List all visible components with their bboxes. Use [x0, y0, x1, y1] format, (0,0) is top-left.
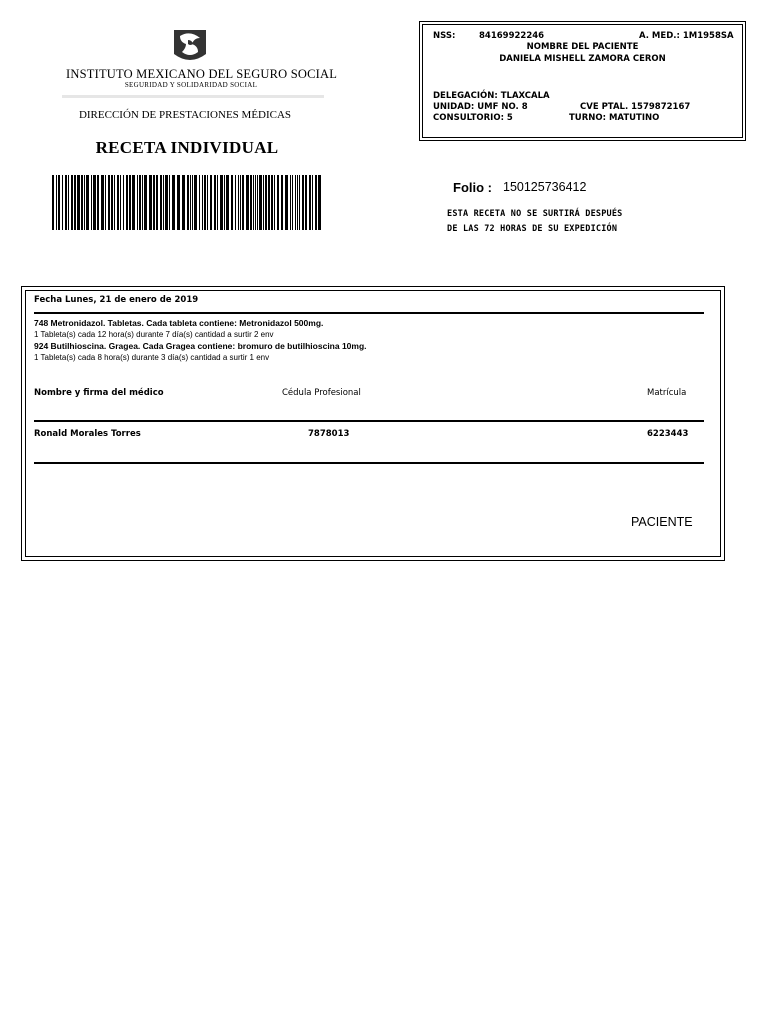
barcode-bar [111, 175, 113, 230]
barcode-bar [204, 175, 206, 230]
unidad: UNIDAD: UMF NO. 8 [433, 102, 528, 112]
barcode-bar [297, 175, 298, 230]
institution-subtitle: SEGURIDAD Y SOLIDARIDAD SOCIAL [124, 81, 258, 89]
barcode-bar [137, 175, 138, 230]
barcode-bar [56, 175, 57, 230]
doctor-column-header: Nombre y firma del médico [34, 388, 164, 398]
delegacion: DELEGACIÓN: TLAXCALA [433, 91, 550, 101]
cedula-column-header: Cédula Profesional [282, 388, 361, 398]
barcode-bar [163, 175, 164, 230]
barcode-bar [97, 175, 99, 230]
barcode-bar [302, 175, 304, 230]
barcode-bar [187, 175, 189, 230]
barcode-bar [172, 175, 175, 230]
barcode-bar [309, 175, 311, 230]
barcode-bar [259, 175, 262, 230]
barcode-bar [177, 175, 180, 230]
medication-1-title: 748 Metronidazol. Tabletas. Cada tableta contiene: Metronidazol 500mg. [34, 318, 324, 328]
imss-eagle-logo-icon [168, 28, 212, 66]
barcode-bar [81, 175, 83, 230]
signature-divider [34, 420, 704, 422]
barcode-bar [132, 175, 135, 230]
barcode-bar [65, 175, 67, 230]
barcode-bar [77, 175, 80, 230]
date-divider [34, 312, 704, 314]
cedula-value: 7878013 [308, 429, 350, 439]
barcode-bar [231, 175, 233, 230]
barcode-bar [123, 175, 124, 230]
barcode-bar [199, 175, 200, 230]
medication-1-dose: 1 Tableta(s) cada 12 hora(s) durante 7 día(s) cantidad a surtir 2 env [34, 330, 274, 339]
matricula-value: 6223443 [647, 429, 689, 439]
attending-physician-id: A. MED.: 1M1958SA [639, 31, 734, 41]
barcode-bar [153, 175, 155, 230]
barcode-bar [120, 175, 121, 230]
barcode-bar [182, 175, 185, 230]
expiry-notice-line1: ESTA RECETA NO SE SURTIRÁ DESPUÉS [447, 209, 623, 219]
header-divider [62, 95, 324, 98]
barcode-bar [250, 175, 252, 230]
barcode-bar [210, 175, 212, 230]
barcode-bar [165, 175, 168, 230]
barcode-bar [318, 175, 321, 230]
barcode-bar [91, 175, 92, 230]
barcode-bar [93, 175, 96, 230]
barcode-bar [268, 175, 270, 230]
barcode-bar [214, 175, 216, 230]
barcode-bar [292, 175, 293, 230]
barcode-bar [226, 175, 229, 230]
barcode-bar [190, 175, 191, 230]
barcode-bar [315, 175, 317, 230]
barcode-bar [299, 175, 300, 230]
barcode-bar [108, 175, 110, 230]
expiry-notice-line2: DE LAS 72 HORAS DE SU EXPEDICIÓN [447, 224, 618, 234]
barcode-bar [290, 175, 291, 230]
barcode [52, 175, 324, 230]
copy-label: PACIENTE [631, 515, 693, 529]
barcode-bar [52, 175, 54, 230]
barcode-bar [86, 175, 89, 230]
barcode-bar [240, 175, 241, 230]
barcode-bar [84, 175, 85, 230]
barcode-bar [117, 175, 119, 230]
barcode-bar [224, 175, 225, 230]
medication-2-title: 924 Butilhioscina. Gragea. Cada Gragea contiene: bromuro de butilhioscina 10mg. [34, 341, 367, 351]
barcode-bar [220, 175, 223, 230]
page-title: RECETA INDIVIDUAL [95, 138, 279, 157]
barcode-bar [71, 175, 73, 230]
doctor-name: Ronald Morales Torres [34, 429, 141, 439]
barcode-bar [156, 175, 158, 230]
barcode-bar [202, 175, 203, 230]
barcode-bar [257, 175, 258, 230]
barcode-bar [305, 175, 307, 230]
patient-name: DANIELA MISHELL ZAMORA CERON [499, 54, 666, 64]
institution-name: INSTITUTO MEXICANO DEL SEGURO SOCIAL [66, 67, 338, 81]
barcode-bar [62, 175, 63, 230]
barcode-bar [255, 175, 256, 230]
barcode-bar [242, 175, 244, 230]
barcode-bar [129, 175, 131, 230]
folio-label: Folio : [453, 180, 492, 195]
patient-info-inner [422, 24, 743, 138]
barcode-bar [295, 175, 296, 230]
barcode-bar [265, 175, 267, 230]
matricula-column-header: Matrícula [647, 388, 687, 398]
barcode-bar [101, 175, 104, 230]
folio-value: 150125736412 [503, 180, 587, 194]
direccion-heading: DIRECCIÓN DE PRESTACIONES MÉDICAS [78, 109, 292, 121]
barcode-bar [207, 175, 208, 230]
barcode-bar [192, 175, 193, 230]
nss-label: NSS: [433, 31, 456, 41]
barcode-bar [312, 175, 313, 230]
barcode-bar [246, 175, 249, 230]
barcode-bar [235, 175, 236, 230]
barcode-bar [274, 175, 275, 230]
barcode-bar [68, 175, 69, 230]
bottom-divider [34, 462, 704, 464]
barcode-bar [144, 175, 147, 230]
nss-value: 84169922246 [479, 31, 545, 41]
turno: TURNO: MATUTINO [569, 113, 660, 123]
cve-ptal: CVE PTAL. 1579872167 [580, 102, 691, 112]
consultorio: CONSULTORIO: 5 [433, 113, 513, 123]
barcode-bar [105, 175, 106, 230]
barcode-bar [126, 175, 128, 230]
barcode-bar [281, 175, 283, 230]
prescription-date: Fecha Lunes, 21 de enero de 2019 [34, 295, 199, 305]
barcode-bar [139, 175, 141, 230]
barcode-bar [74, 175, 76, 230]
patient-name-label: NOMBRE DEL PACIENTE [526, 42, 639, 52]
barcode-bar [114, 175, 115, 230]
barcode-bar [194, 175, 197, 230]
barcode-bar [217, 175, 218, 230]
barcode-bar [271, 175, 273, 230]
barcode-bar [169, 175, 170, 230]
patient-info-box [419, 21, 746, 141]
barcode-bar [277, 175, 279, 230]
medication-2-dose: 1 Tableta(s) cada 8 hora(s) durante 3 día(s) cantidad a surtir 1 env [34, 353, 270, 362]
barcode-bar [263, 175, 264, 230]
barcode-bar [142, 175, 143, 230]
barcode-bar [58, 175, 60, 230]
barcode-bar [149, 175, 152, 230]
barcode-bar [238, 175, 239, 230]
barcode-bar [253, 175, 254, 230]
barcode-bar [285, 175, 288, 230]
barcode-bar [160, 175, 162, 230]
